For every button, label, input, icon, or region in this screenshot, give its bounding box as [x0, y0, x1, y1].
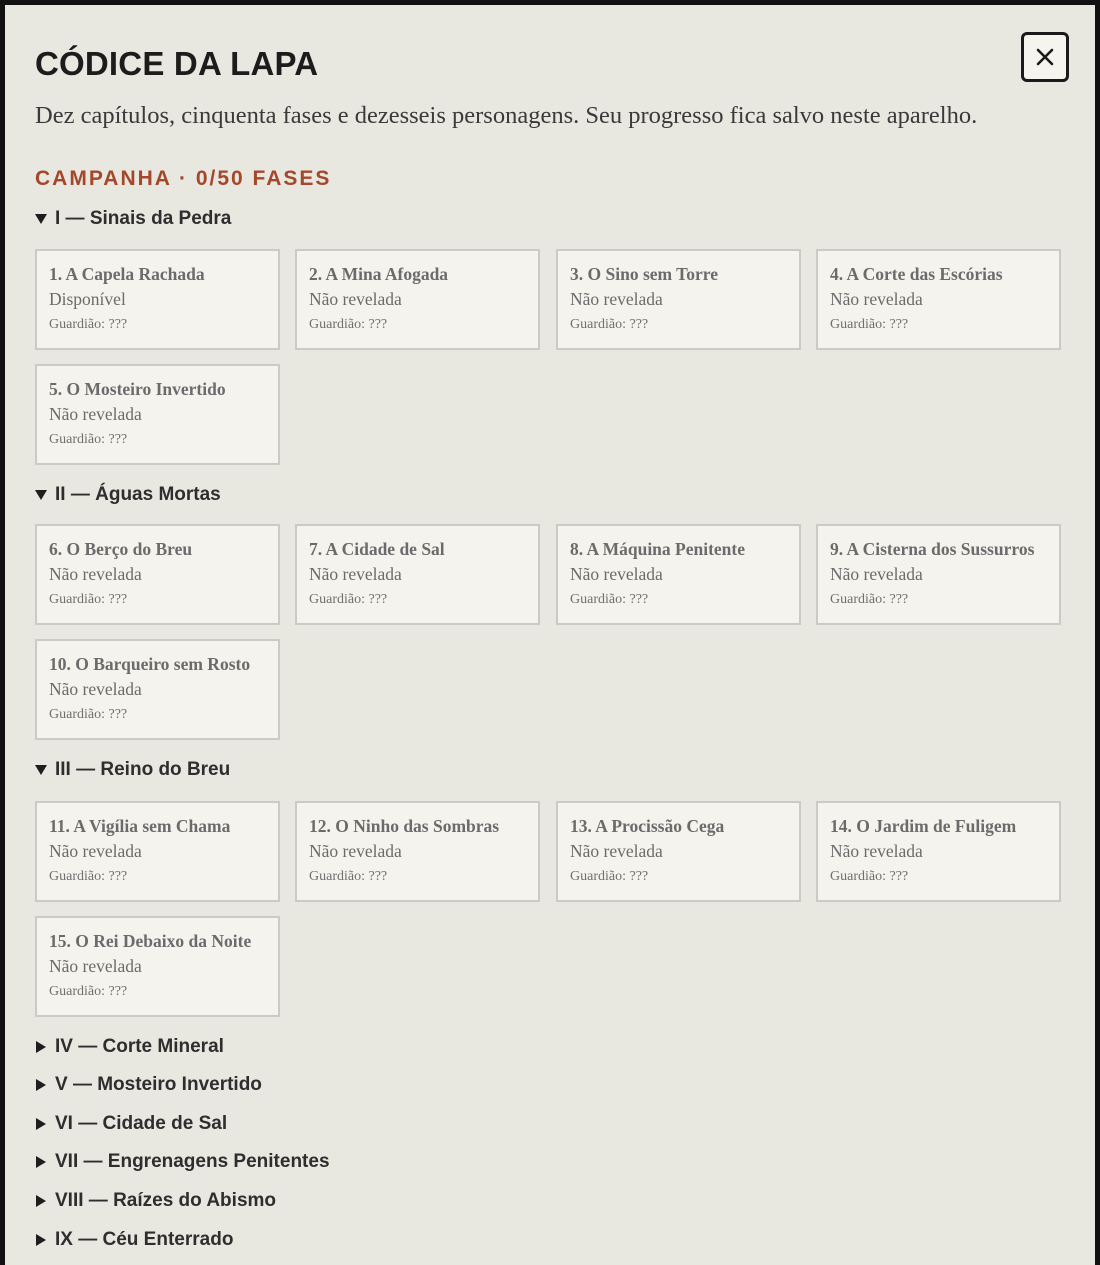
stage-title: 6. O Berço do Breu [49, 539, 193, 559]
stage-card-7[interactable] [295, 524, 540, 625]
chapter-label: VII — Engrenagens Penitentes [55, 1151, 330, 1172]
chapter-toggle-9[interactable] [35, 1229, 233, 1251]
stage-title: 3. O Sino sem Torre [570, 264, 718, 284]
stage-guardian: Guardião: ??? [570, 592, 649, 607]
chapter-label: I — Sinais da Pedra [55, 208, 232, 229]
stage-guardian: Guardião: ??? [309, 869, 388, 884]
chapter-label: IX — Céu Enterrado [55, 1229, 234, 1250]
caret-right-icon [36, 1156, 46, 1168]
stage-guardian: Guardião: ??? [570, 869, 649, 884]
caret-right-icon [36, 1041, 46, 1053]
stage-status: Não revelada [570, 289, 663, 309]
stage-status: Não revelada [309, 289, 402, 309]
chapter-label: IV — Corte Mineral [55, 1036, 224, 1057]
stage-title: 12. O Ninho das Sombras [309, 816, 500, 836]
chapter-label: V — Mosteiro Invertido [55, 1074, 262, 1095]
stage-status: Não revelada [830, 564, 923, 584]
chapter-toggle-8[interactable] [35, 1190, 276, 1212]
stage-status: Não revelada [570, 841, 663, 861]
stage-title: 14. O Jardim de Fuligem [830, 816, 1017, 836]
stage-title: 1. A Capela Rachada [49, 264, 205, 284]
stage-title: 8. A Máquina Penitente [570, 539, 746, 559]
caret-right-icon [36, 1195, 46, 1207]
stage-status: Não revelada [49, 404, 142, 424]
stage-guardian: Guardião: ??? [570, 317, 649, 332]
page-subtitle: Dez capítulos, cinquenta fases e dezesseis personagens. Seu progresso fica salvo neste aparelho. [35, 102, 978, 129]
stage-card-3[interactable] [556, 249, 801, 350]
chapter-toggle-2[interactable] [35, 484, 221, 506]
stage-card-2[interactable] [295, 249, 540, 350]
caret-right-icon [36, 1118, 46, 1130]
stage-guardian: Guardião: ??? [49, 592, 128, 607]
stage-status: Não revelada [49, 564, 142, 584]
stage-guardian: Guardião: ??? [49, 432, 128, 447]
chapter-label: VI — Cidade de Sal [55, 1113, 228, 1134]
stage-guardian: Guardião: ??? [309, 592, 388, 607]
caret-right-icon [36, 1234, 46, 1246]
stage-card-6[interactable] [35, 524, 280, 625]
stage-title: 5. O Mosteiro Invertido [49, 379, 226, 399]
close-icon [1035, 47, 1055, 67]
caret-down-icon [35, 765, 47, 775]
stage-guardian: Guardião: ??? [830, 869, 909, 884]
campaign-dialog [5, 5, 1095, 1265]
chapter-toggle-7[interactable] [35, 1151, 330, 1173]
chapter-toggle-3[interactable] [35, 759, 230, 781]
stage-card-1[interactable] [35, 249, 280, 350]
stage-title: 4. A Corte das Escórias [830, 264, 1003, 284]
stage-status: Não revelada [830, 841, 923, 861]
stage-card-4[interactable] [816, 249, 1061, 350]
chapter-toggle-4[interactable] [35, 1036, 224, 1058]
page-title: CÓDICE DA LAPA [35, 45, 319, 82]
stage-status: Disponível [49, 289, 126, 309]
chapter-label: II — Águas Mortas [55, 484, 221, 505]
stage-guardian: Guardião: ??? [49, 317, 128, 332]
stage-card-10[interactable] [35, 639, 280, 740]
stage-title: 9. A Cisterna dos Sussurros [830, 539, 1035, 559]
stage-guardian: Guardião: ??? [309, 317, 388, 332]
stage-title: 10. O Barqueiro sem Rosto [49, 654, 251, 674]
stage-status: Não revelada [49, 841, 142, 861]
stage-status: Não revelada [49, 956, 142, 976]
stage-title: 11. A Vigília sem Chama [49, 816, 231, 836]
stage-status: Não revelada [830, 289, 923, 309]
stage-title: 7. A Cidade de Sal [309, 539, 445, 559]
stage-card-8[interactable] [556, 524, 801, 625]
stage-status: Não revelada [570, 564, 663, 584]
stage-card-15[interactable] [35, 916, 280, 1017]
caret-down-icon [35, 490, 47, 500]
stage-card-14[interactable] [816, 801, 1061, 902]
stage-guardian: Guardião: ??? [830, 317, 909, 332]
stage-title: 15. O Rei Debaixo da Noite [49, 931, 252, 951]
stage-guardian: Guardião: ??? [49, 869, 128, 884]
chapter-toggle-5[interactable] [35, 1074, 262, 1096]
caret-down-icon [35, 214, 47, 224]
campaign-progress-heading: CAMPANHA · 0/50 FASES [35, 167, 332, 190]
stage-title: 13. A Procissão Cega [570, 816, 725, 836]
chapter-toggle-6[interactable] [35, 1113, 227, 1135]
caret-right-icon [36, 1079, 46, 1091]
chapter-label: III — Reino do Breu [55, 759, 231, 780]
stage-card-12[interactable] [295, 801, 540, 902]
stage-guardian: Guardião: ??? [49, 707, 128, 722]
close-button[interactable] [1021, 32, 1069, 82]
stage-status: Não revelada [49, 679, 142, 699]
chapter-label: VIII — Raízes do Abismo [55, 1190, 277, 1211]
stage-title: 2. A Mina Afogada [309, 264, 449, 284]
stage-card-9[interactable] [816, 524, 1061, 625]
stage-status: Não revelada [309, 564, 402, 584]
stage-card-13[interactable] [556, 801, 801, 902]
stage-guardian: Guardião: ??? [830, 592, 909, 607]
chapter-toggle-1[interactable] [35, 208, 231, 230]
stage-card-5[interactable] [35, 364, 280, 465]
stage-card-11[interactable] [35, 801, 280, 902]
stage-status: Não revelada [309, 841, 402, 861]
stage-guardian: Guardião: ??? [49, 984, 128, 999]
